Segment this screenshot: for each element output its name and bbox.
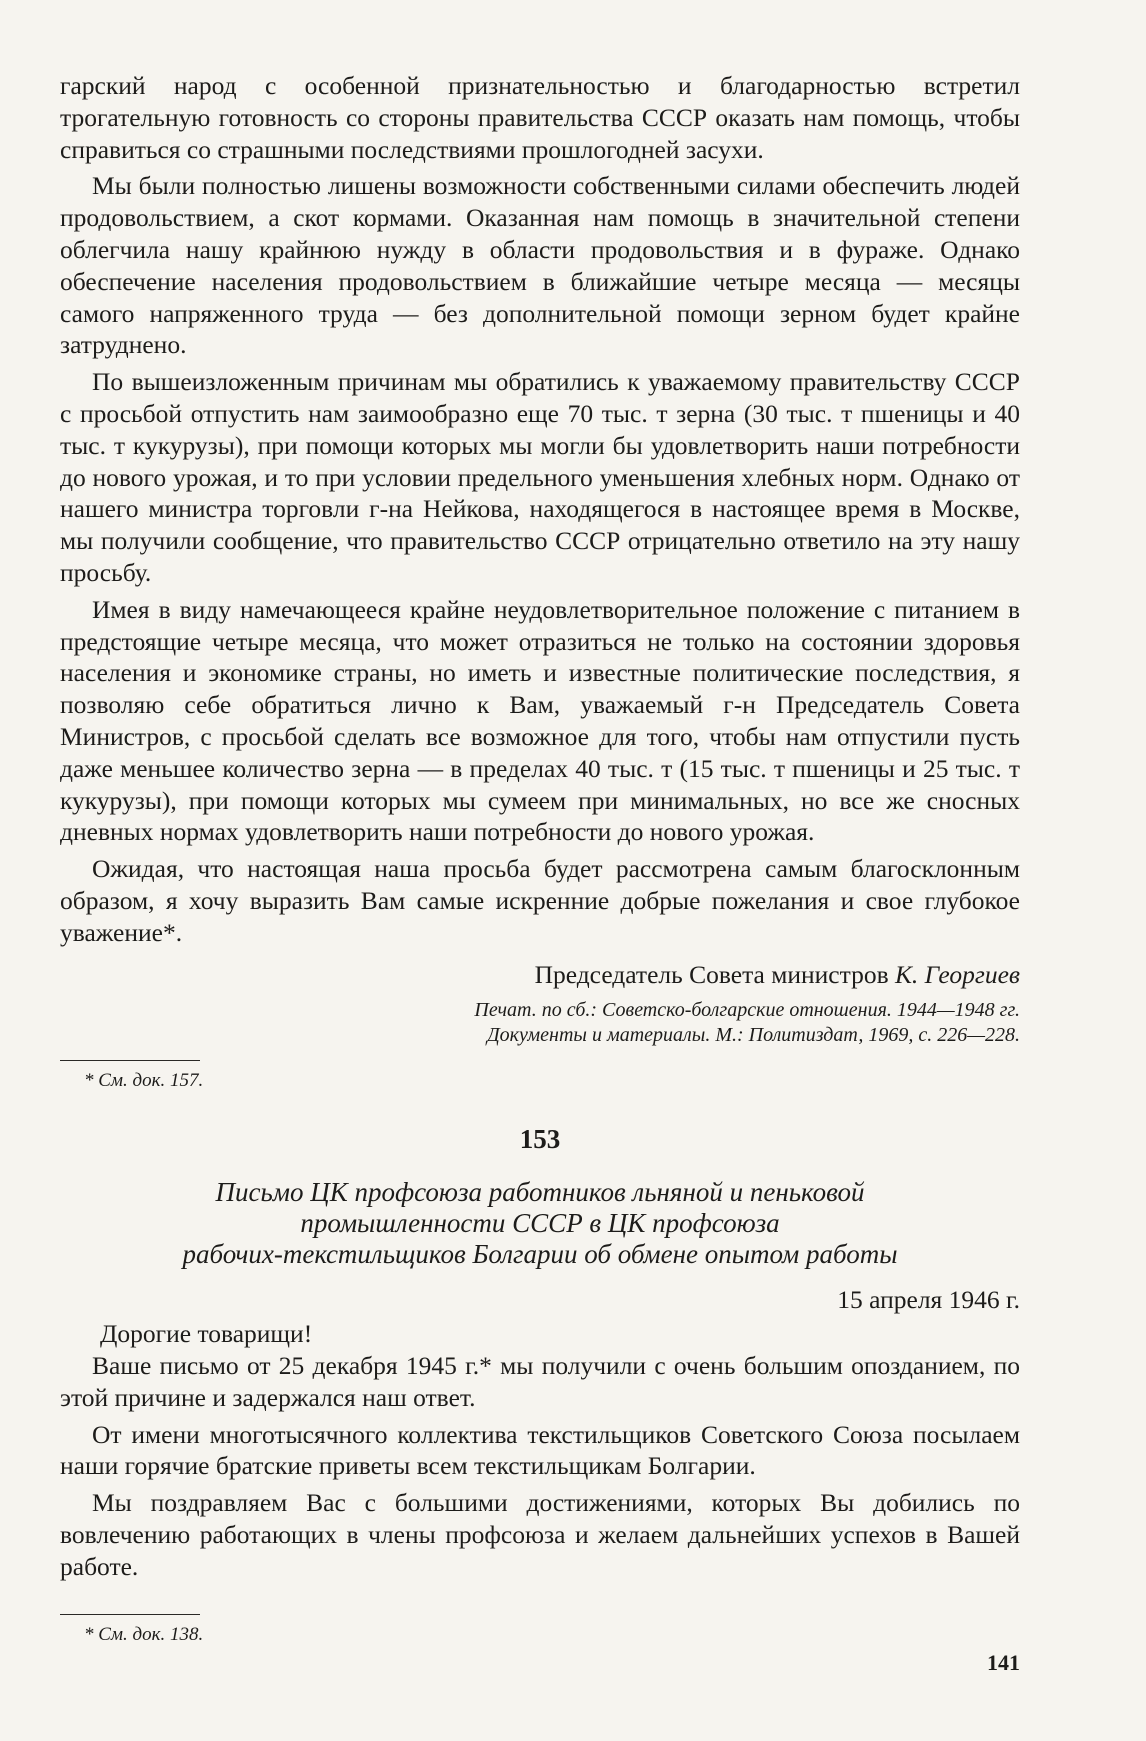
source-line-1: Печат. по сб.: Советско-болгарские отношения. 1944—1948 гг. — [474, 999, 1020, 1022]
source-citation — [60, 998, 1020, 1048]
letter-paragraph-2: От имени многотысячного коллектива текстильщиков Советского Союза посылаем наши горячие братские приветы всем текстильщикам Болгарии. — [60, 1419, 1020, 1481]
paragraph-3: По вышеизложенным причинам мы обратились к уважаемому правительству СССР с просьбой отпустить нам заимообразно еще 70 тыс. т зерна (30 тыс. т пшеницы и 40 тыс. т кукурузы), при помощи которых мы могли бы удовлетворить наши потребности до нового урожая, и то при условии предельного уменьшения хлебных норм. Однако от нашего министра торговли г-на Нейкова, находящегося в настоящее время в Москве, мы получили сообщение, что правительство СССР отрицательно ответило на эту нашу просьбу. — [60, 367, 1020, 587]
paragraph-1: гарский народ с особенной признательностью и благодарностью встретил трогательную готовность со стороны правительства СССР оказать нам помощь, чтобы справиться со страшными последствиями прошлогодней засухи. — [60, 71, 1020, 164]
footnote-divider-2 — [60, 1614, 200, 1615]
source-line-2: Документы и материалы. М.: Политиздат, 1969, с. 226—228. — [486, 1024, 1020, 1047]
paragraph-4: Имея в виду намечающееся крайне неудовлетворительное положение с питанием в предстоящие четыре месяца, что может отразиться не только на состоянии здоровья населения и экономике страны, но иметь и известные политические последствия, я позволяю себе обратиться лично к Вам, уважаемый г-н Председатель Совета Министров, с просьбой сделать все возможное для того, чтобы нам отпустили пусть даже меньшее количество зерна — в пределах 40 тыс. т (15 тыс. т пшеницы и 25 тыс. т кукурузы), при помощи которых мы сумеем при минимальных, но все же сносных дневных нормах удовлетворить наши потребности до нового урожая. — [60, 594, 1020, 847]
signature-name: К. Георгиев — [895, 959, 1020, 989]
signature-title: Председатель Совета министров — [534, 959, 889, 989]
page-body — [60, 70, 1020, 1647]
page-number: 141 — [987, 1650, 1020, 1675]
document-title-line-2: промышленности СССР в ЦК профсоюза — [300, 1208, 780, 1239]
footnote-divider-1 — [60, 1060, 200, 1061]
letter-paragraph-3: Мы поздравляем Вас с большими достижениями, которых Вы добились по вовлечению работающих в члены профсоюза и желаем дальнейших успехов в Вашей работе. — [60, 1488, 1020, 1581]
footnote-2: * См. док. 138. — [84, 1624, 204, 1646]
document-title-line-1: Письмо ЦК профсоюза работников льняной и пеньковой — [215, 1177, 865, 1208]
greeting: Дорогие товарищи! — [100, 1319, 313, 1349]
document-title — [60, 1177, 1020, 1270]
footnote-1: * См. док. 157. — [84, 1070, 204, 1092]
signature — [60, 959, 1020, 991]
document-title-line-3: рабочих-текстильщиков Болгарии об обмене опытом работы — [182, 1239, 898, 1270]
paragraph-2: Мы были полностью лишены возможности собственными силами обеспечить людей продовольствием, а скот кормами. Оказанная нам помощь в значительной степени облегчила нашу крайнюю нужду в области продовольствия и в фураже. Однако обеспечение населения продовольствием в ближайшие четыре месяца — месяцы самого напряженного труда — без дополнительной помощи зерном будет крайне затруднено. — [60, 171, 1020, 360]
document-number: 153 — [519, 1124, 561, 1155]
letter-paragraph-1: Ваше письмо от 25 декабря 1945 г.* мы получили с очень большим опозданием, по этой причине и задержался наш ответ. — [60, 1350, 1020, 1412]
paragraph-5: Ожидая, что настоящая наша просьба будет рассмотрена самым благосклонным образом, я хочу выразить Вам самые искренние добрые пожелания и свое глубокое уважение*. — [60, 854, 1020, 947]
document-date: 15 апреля 1946 г. — [837, 1285, 1020, 1315]
